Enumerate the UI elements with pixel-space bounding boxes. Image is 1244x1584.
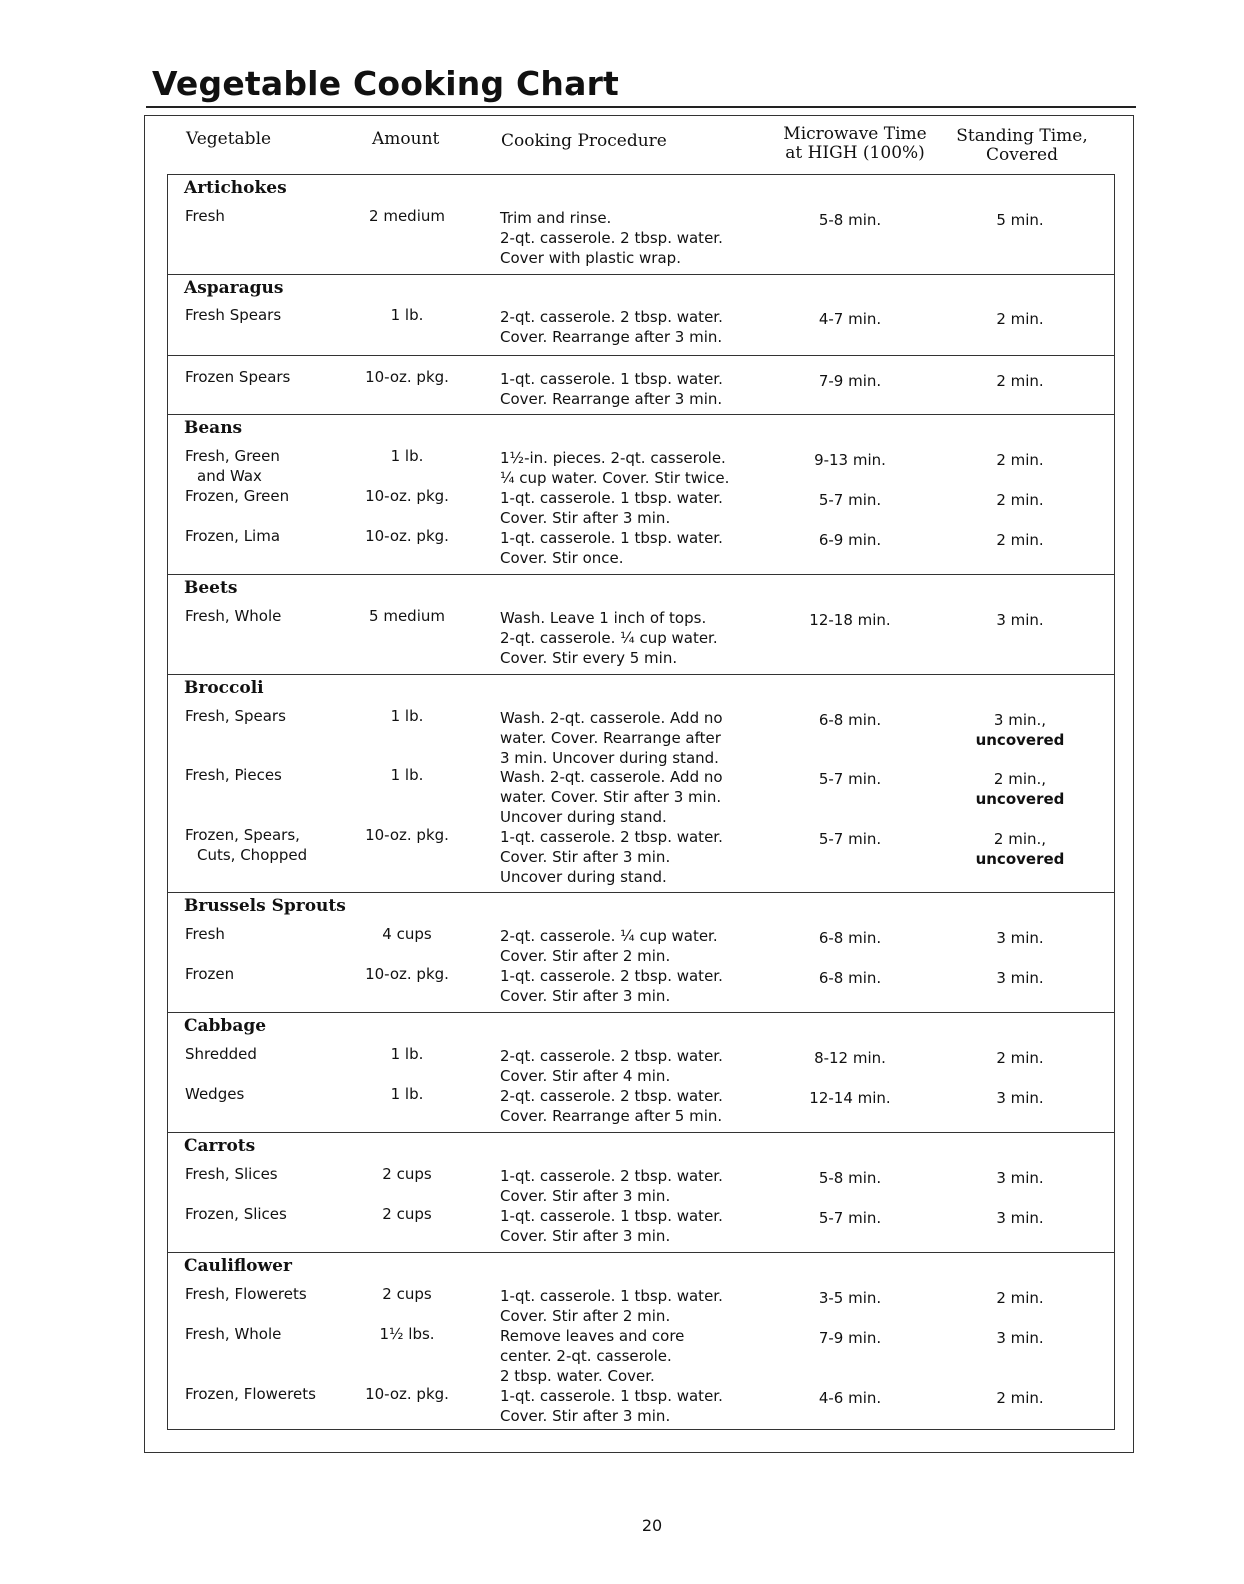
- amount-cell: 2 cups: [382, 1285, 432, 1303]
- header-standing-line2: Covered: [986, 145, 1058, 165]
- vegetable-form: Fresh: [185, 925, 225, 943]
- vegetable-form: Frozen, Flowerets: [185, 1385, 316, 1403]
- standing-time-cell: 3 min.: [996, 1329, 1044, 1347]
- standing-time-cell: 2 min.: [996, 310, 1044, 328]
- microwave-time-cell: 6-8 min.: [818, 969, 882, 987]
- procedure-line: center. 2-qt. casserole.: [500, 1347, 672, 1365]
- procedure-line: Cover. Stir after 3 min.: [500, 509, 671, 527]
- procedure-line: Cover. Rearrange after 5 min.: [500, 1107, 723, 1125]
- header-microwave-line1: Microwave Time: [783, 124, 927, 144]
- vegetable-name: Brussels Sprouts: [184, 896, 346, 916]
- microwave-time-cell: 5-8 min.: [818, 211, 882, 229]
- standing-time-cell: 5 min.: [996, 211, 1044, 229]
- microwave-time-cell: 5-7 min.: [818, 1209, 882, 1227]
- microwave-time-cell: 5-8 min.: [818, 1169, 882, 1187]
- vegetable-name: Carrots: [184, 1136, 256, 1156]
- vegetable-form: Wedges: [185, 1085, 245, 1103]
- page-number: 20: [641, 1516, 663, 1535]
- amount-cell: 1 lb.: [390, 1085, 424, 1103]
- vegetable-form: Frozen, Green: [185, 487, 290, 505]
- microwave-time-cell: 7-9 min.: [818, 1329, 882, 1347]
- procedure-line: Cover with plastic wrap.: [500, 249, 681, 267]
- procedure-line: 1-qt. casserole. 2 tbsp. water.: [500, 828, 723, 846]
- microwave-time-cell: 4-6 min.: [818, 1389, 882, 1407]
- procedure-line: ¼ cup water. Cover. Stir twice.: [500, 469, 730, 487]
- amount-cell: 10-oz. pkg.: [365, 965, 449, 983]
- standing-time-cell: 2 min.: [996, 1049, 1044, 1067]
- amount-cell: 2 medium: [369, 207, 445, 225]
- standing-time-cell: 2 min.: [996, 451, 1044, 469]
- procedure-line: Cover. Stir once.: [500, 549, 624, 567]
- vegetable-form: Shredded: [185, 1045, 257, 1063]
- standing-time-cell: 3 min.: [996, 611, 1044, 629]
- header-standing-time: [940, 127, 1104, 165]
- procedure-line: Cover. Stir after 3 min.: [500, 1227, 671, 1245]
- procedure-line: Cover. Rearrange after 3 min.: [500, 390, 723, 408]
- amount-cell: 4 cups: [382, 925, 432, 943]
- procedure-line: Cover. Stir after 3 min.: [500, 848, 671, 866]
- procedure-line: 1-qt. casserole. 1 tbsp. water.: [500, 529, 723, 547]
- procedure-line: 2-qt. casserole. 2 tbsp. water.: [500, 308, 723, 326]
- vegetable-form: Fresh, Whole: [185, 607, 282, 625]
- vegetable-form: Fresh, Slices: [185, 1165, 278, 1183]
- procedure-line: 1-qt. casserole. 2 tbsp. water.: [500, 967, 723, 985]
- vegetable-name: Beets: [184, 578, 238, 598]
- procedure-line: water. Cover. Stir after 3 min.: [500, 788, 722, 806]
- procedure-line: Cover. Stir after 3 min.: [500, 987, 671, 1005]
- header-vegetable: Vegetable: [186, 129, 272, 149]
- amount-cell: 10-oz. pkg.: [365, 368, 449, 386]
- vegetable-name: Broccoli: [184, 678, 264, 698]
- procedure-line: 1-qt. casserole. 1 tbsp. water.: [500, 370, 723, 388]
- vegetable-form: Frozen Spears: [185, 368, 291, 386]
- vegetable-form: Fresh, Green: [185, 447, 280, 465]
- vegetable-name: Asparagus: [184, 278, 284, 298]
- procedure-line: 1-qt. casserole. 1 tbsp. water.: [500, 1287, 723, 1305]
- procedure-line: 2-qt. casserole. 2 tbsp. water.: [500, 229, 723, 247]
- microwave-time-cell: 9-13 min.: [814, 451, 886, 469]
- amount-cell: 2 cups: [382, 1205, 432, 1223]
- header-amount: Amount: [372, 129, 440, 149]
- procedure-line: Cover. Stir after 3 min.: [500, 1187, 671, 1205]
- standing-time-cell: 2 min.: [996, 1389, 1044, 1407]
- microwave-time-cell: 6-9 min.: [818, 531, 882, 549]
- procedure-line: Cover. Stir after 2 min.: [500, 947, 671, 965]
- microwave-time-cell: 12-14 min.: [809, 1089, 891, 1107]
- amount-cell: 2 cups: [382, 1165, 432, 1183]
- standing-time-cell: 3 min.: [996, 1209, 1044, 1227]
- vegetable-name: Beans: [184, 418, 243, 438]
- page-title: Vegetable Cooking Chart: [152, 64, 620, 103]
- microwave-time-cell: 6-8 min.: [818, 711, 882, 729]
- standing-time-cell: 2 min.: [996, 491, 1044, 509]
- procedure-line: 1-qt. casserole. 2 tbsp. water.: [500, 1167, 723, 1185]
- header-procedure: Cooking Procedure: [501, 131, 667, 151]
- vegetable-name: Cauliflower: [184, 1256, 292, 1276]
- microwave-time-cell: 5-7 min.: [818, 770, 882, 788]
- procedure-line: 1½-in. pieces. 2-qt. casserole.: [500, 449, 726, 467]
- amount-cell: 10-oz. pkg.: [365, 487, 449, 505]
- procedure-line: Uncover during stand.: [500, 868, 667, 886]
- vegetable-form: Frozen, Lima: [185, 527, 281, 545]
- standing-time-cell: uncovered: [975, 850, 1065, 868]
- standing-time-cell: 3 min.: [996, 969, 1044, 987]
- amount-cell: 5 medium: [369, 607, 445, 625]
- standing-time-cell: 3 min.: [996, 1169, 1044, 1187]
- header-microwave-time: [760, 125, 950, 163]
- microwave-time-cell: 5-7 min.: [818, 491, 882, 509]
- standing-time-cell: 2 min.,: [993, 770, 1047, 788]
- procedure-line: water. Cover. Rearrange after: [500, 729, 721, 747]
- microwave-time-cell: 12-18 min.: [809, 611, 891, 629]
- procedure-line: 2 tbsp. water. Cover.: [500, 1367, 655, 1385]
- vegetable-form: Fresh: [185, 207, 225, 225]
- procedure-line: 2-qt. casserole. ¼ cup water.: [500, 629, 718, 647]
- amount-cell: 1 lb.: [390, 766, 424, 784]
- standing-time-cell: 2 min.: [996, 372, 1044, 390]
- vegetable-form: Fresh, Whole: [185, 1325, 282, 1343]
- standing-time-cell: 2 min.: [996, 1289, 1044, 1307]
- vegetable-form: Frozen, Slices: [185, 1205, 287, 1223]
- microwave-time-cell: 8-12 min.: [814, 1049, 886, 1067]
- standing-time-cell: uncovered: [975, 731, 1065, 749]
- standing-time-cell: 3 min.: [996, 1089, 1044, 1107]
- vegetable-form: Frozen, Spears,: [185, 826, 300, 844]
- vegetable-form: Cuts, Chopped: [197, 846, 308, 864]
- microwave-time-cell: 6-8 min.: [818, 929, 882, 947]
- standing-time-cell: 3 min.,: [993, 711, 1047, 729]
- amount-cell: 1½ lbs.: [379, 1325, 435, 1343]
- vegetable-name: Cabbage: [184, 1016, 267, 1036]
- procedure-line: Wash. 2-qt. casserole. Add no: [500, 768, 723, 786]
- procedure-line: 3 min. Uncover during stand.: [500, 749, 719, 767]
- standing-time-cell: 2 min.: [996, 531, 1044, 549]
- standing-time-cell: uncovered: [975, 790, 1065, 808]
- procedure-line: Remove leaves and core: [500, 1327, 685, 1345]
- amount-cell: 10-oz. pkg.: [365, 826, 449, 844]
- procedure-line: Cover. Stir after 3 min.: [500, 1407, 671, 1425]
- procedure-line: Cover. Stir after 2 min.: [500, 1307, 671, 1325]
- procedure-line: 1-qt. casserole. 1 tbsp. water.: [500, 1387, 723, 1405]
- vegetable-form: Frozen: [185, 965, 235, 983]
- standing-time-cell: 2 min.,: [993, 830, 1047, 848]
- vegetable-form: and Wax: [197, 467, 262, 485]
- procedure-line: Cover. Stir after 4 min.: [500, 1067, 671, 1085]
- amount-cell: 10-oz. pkg.: [365, 527, 449, 545]
- standing-time-cell: 3 min.: [996, 929, 1044, 947]
- procedure-line: Uncover during stand.: [500, 808, 667, 826]
- vegetable-form: Fresh, Pieces: [185, 766, 282, 784]
- procedure-line: 1-qt. casserole. 1 tbsp. water.: [500, 489, 723, 507]
- amount-cell: 1 lb.: [390, 707, 424, 725]
- microwave-time-cell: 5-7 min.: [818, 830, 882, 848]
- microwave-time-cell: 7-9 min.: [818, 372, 882, 390]
- amount-cell: 10-oz. pkg.: [365, 1385, 449, 1403]
- vegetable-form: Fresh, Spears: [185, 707, 286, 725]
- header-standing-line1: Standing Time,: [956, 126, 1088, 146]
- procedure-line: Wash. Leave 1 inch of tops.: [500, 609, 707, 627]
- title-underline: [146, 106, 1136, 108]
- microwave-time-cell: 3-5 min.: [818, 1289, 882, 1307]
- procedure-line: Cover. Stir every 5 min.: [500, 649, 678, 667]
- procedure-line: 2-qt. casserole. 2 tbsp. water.: [500, 1087, 723, 1105]
- amount-cell: 1 lb.: [390, 306, 424, 324]
- amount-cell: 1 lb.: [390, 447, 424, 465]
- procedure-line: 1-qt. casserole. 1 tbsp. water.: [500, 1207, 723, 1225]
- microwave-time-cell: 4-7 min.: [818, 310, 882, 328]
- amount-cell: 1 lb.: [390, 1045, 424, 1063]
- header-microwave-line2: at HIGH (100%): [785, 143, 925, 163]
- procedure-line: 2-qt. casserole. ¼ cup water.: [500, 927, 718, 945]
- procedure-line: Cover. Rearrange after 3 min.: [500, 328, 723, 346]
- vegetable-name: Artichokes: [184, 178, 287, 198]
- procedure-line: Wash. 2-qt. casserole. Add no: [500, 709, 723, 727]
- vegetable-form: Fresh Spears: [185, 306, 282, 324]
- vegetable-form: Fresh, Flowerets: [185, 1285, 307, 1303]
- procedure-line: Trim and rinse.: [500, 209, 612, 227]
- procedure-line: 2-qt. casserole. 2 tbsp. water.: [500, 1047, 723, 1065]
